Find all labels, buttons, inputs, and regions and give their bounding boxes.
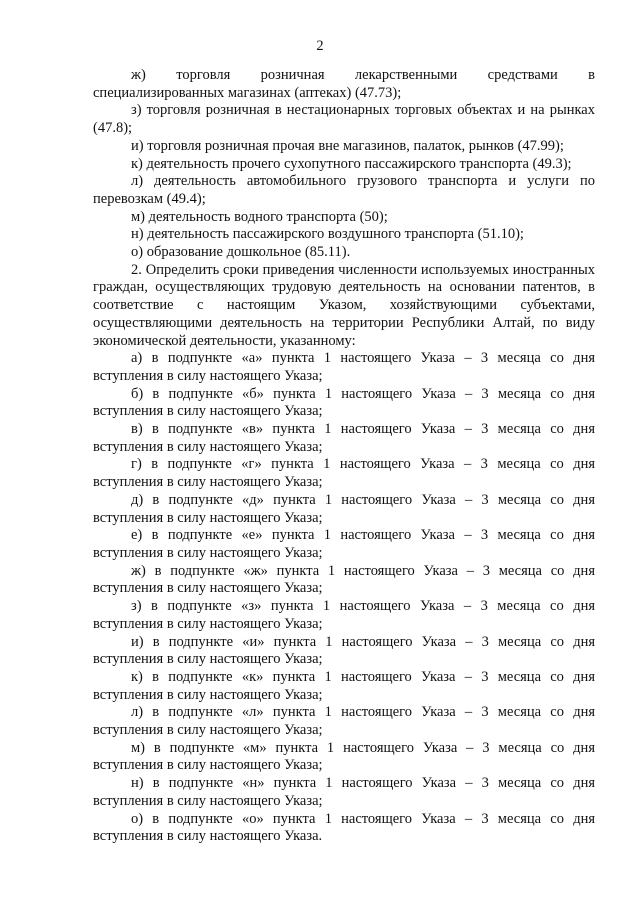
deadline-item-a: а) в подпункте «а» пункта 1 настоящего Указа – 3 месяца со дня вступления в силу настоящего Указа; [93,350,595,384]
list-item-m-water-transport: м) деятельность водного транспорта (50); [131,208,388,225]
list-item-l-freight: л) деятельность автомобильного грузового транспорта и услуги по перевозкам (49.4); [93,173,595,207]
deadline-item-e: е) в подпункте «е» пункта 1 настоящего Указа – 3 месяца со дня вступления в силу настоящего Указа; [93,527,595,561]
deadline-item-z: з) в подпункте «з» пункта 1 настоящего Указа – 3 месяца со дня вступления в силу настоящего Указа; [93,598,595,632]
deadline-item-v: в) в подпункте «в» пункта 1 настоящего Указа – 3 месяца со дня вступления в силу настоящего Указа; [93,421,595,455]
list-item-z-markets: з) торговля розничная в нестационарных торговых объектах и на рынках (47.8); [93,102,595,137]
deadline-item-n: н) в подпункте «н» пункта 1 настоящего Указа – 3 месяца со дня вступления в силу настоящего Указа; [93,775,595,809]
deadline-item-d: д) в подпункте «д» пункта 1 настоящего Указа – 3 месяца со дня вступления в силу настоящего Указа; [93,491,595,526]
deadline-item-g: г) в подпункте «г» пункта 1 настоящего Указа – 3 месяца со дня вступления в силу настоящего Указа; [93,456,595,491]
deadline-item-l: л) в подпункте «л» пункта 1 настоящего Указа – 3 месяца со дня вступления в силу настоящего Указа; [93,704,595,739]
deadline-item-m: м) в подпункте «м» пункта 1 настоящего Указа – 3 месяца со дня вступления в силу настоящего Указа; [93,739,595,774]
document-body [93,67,595,846]
page-number: 2 [316,38,324,54]
list-item-o-preschool: о) образование дошкольное (85.11). [131,244,351,261]
list-item-i-retail-other: и) торговля розничная прочая вне магазинов, палаток, рынков (47.99); [131,137,564,154]
list-item-zh-pharmacy: ж) торговля розничная лекарственными средствами в специализированных магазинах (аптеках) (47.73); [93,67,595,101]
clause-2-paragraph: 2. Определить сроки приведения численности используемых иностранных граждан, осуществляющих трудовую деятельность на основании патентов, в соответствие с настоящим Указом, хозяйствующими субъектами, осуществляющими деятельность на территории Республики Алтай, по виду экономической деятельности, указанному: [93,261,595,349]
list-item-n-air-transport: н) деятельность пассажирского воздушного транспорта (51.10); [131,226,524,243]
list-item-k-land-transport: к) деятельность прочего сухопутного пассажирского транспорта (49.3); [131,155,572,172]
deadline-item-k: к) в подпункте «к» пункта 1 настоящего Указа – 3 месяца со дня вступления в силу настоящего Указа; [93,668,595,703]
deadline-item-b: б) в подпункте «б» пункта 1 настоящего Указа – 3 месяца со дня вступления в силу настоящего Указа; [93,385,595,420]
deadline-item-i: и) в подпункте «и» пункта 1 настоящего Указа – 3 месяца со дня вступления в силу настоящего Указа; [93,633,595,668]
deadline-item-zh: ж) в подпункте «ж» пункта 1 настоящего Указа – 3 месяца со дня вступления в силу настоящего Указа; [93,562,595,597]
deadline-item-o: о) в подпункте «о» пункта 1 настоящего Указа – 3 месяца со дня вступления в силу настоящего Указа. [93,810,595,845]
